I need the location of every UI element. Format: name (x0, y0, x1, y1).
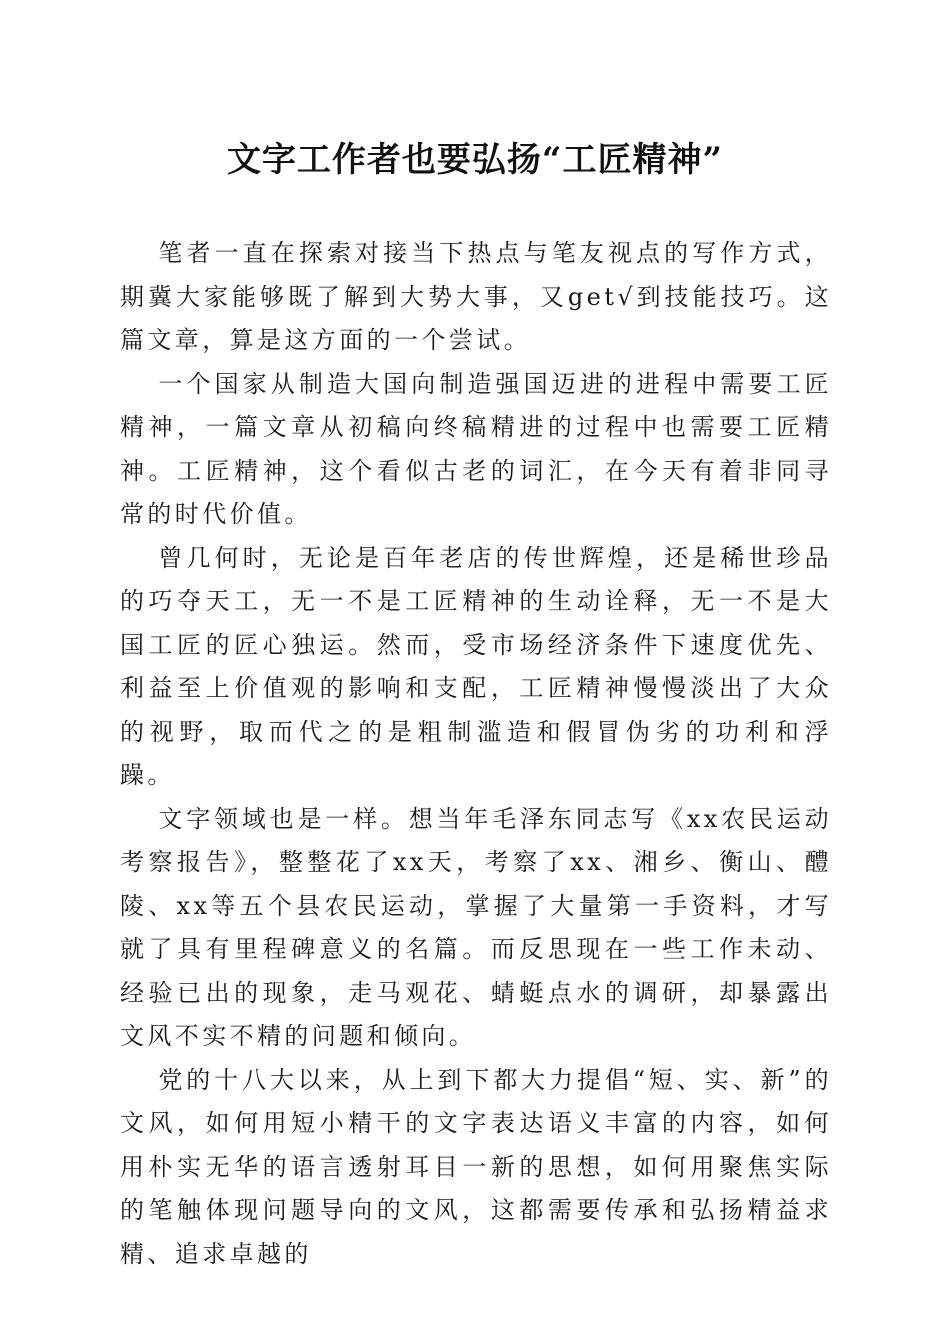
document-body (120, 232, 832, 1276)
paragraph-4: 文字领域也是一样。想当年毛泽东同志写《xx农民运动考察报告》，整整花了xx天，考察了xx、湘乡、衡山、醴陵、xx等五个县农民运动，掌握了大量第一手资料，才写就了具有里程碑意义的名篇。而反思现在一些工作未动、经验已出的现象，走马观花、蜻蜓点水的调研，却暴露出文风不实不精的问题和倾向。 (120, 804, 832, 1050)
paragraph-3: 曾几何时，无论是百年老店的传世辉煌，还是稀世珍品的巧夺天工，无一不是工匠精神的生动诠释，无一不是大国工匠的匠心独运。然而，受市场经济条件下速度优先、利益至上价值观的影响和支配，工匠精神慢慢淡出了大众的视野，取而代之的是粗制滥造和假冒伪劣的功利和浮躁。 (120, 543, 832, 789)
page-title: 文字工作者也要弘扬“工匠精神” (226, 140, 724, 180)
paragraph-1: 笔者一直在探索对接当下热点与笔友视点的写作方式，期冀大家能够既了解到大势大事，又get√到技能技巧。这篇文章，算是这方面的一个尝试。 (120, 239, 832, 354)
paragraph-2: 一个国家从制造大国向制造强国迈进的进程中需要工匠精神，一篇文章从初稿向终稿精进的过程中也需要工匠精神。工匠精神，这个看似古老的词汇，在今天有着非同寻常的时代价值。 (120, 369, 832, 528)
paragraph-5: 党的十八大以来，从上到下都大力提倡“短、实、新”的文风，如何用短小精干的文字表达语义丰富的内容，如何用朴实无华的语言透射耳目一新的思想，如何用聚焦实际的笔触体现问题导向的文风，这都需要传承和弘扬精益求精、追求卓越的 (120, 1065, 832, 1268)
